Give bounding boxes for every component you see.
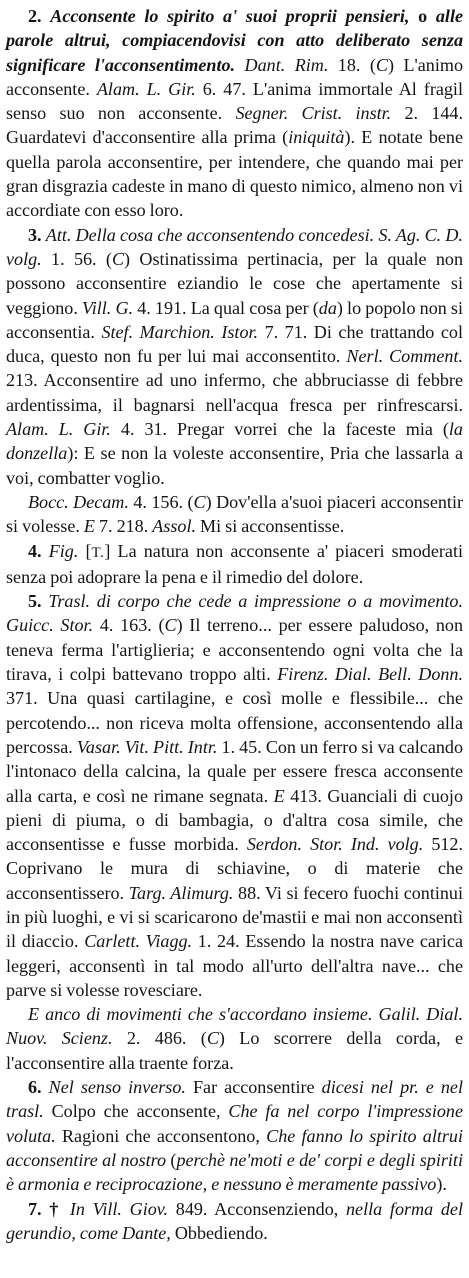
entry-sense-6 bbox=[6, 1075, 463, 1196]
text-span: ): E se non la voleste acconsentire, Pria che lassarla a voi, combatter voglio. bbox=[6, 443, 463, 488]
entry-sense-3-continued bbox=[6, 490, 463, 539]
text-span: Fig. bbox=[48, 540, 79, 561]
text-span: 512. Coprivano le mura di schiavine, o di materie che acconsentissero. bbox=[6, 834, 464, 903]
text-span: Galil. Dial. Nuov. Scienz. bbox=[6, 1004, 463, 1049]
text-span: Firenz. Dial. Bell. Donn. bbox=[277, 664, 463, 685]
text-span: Segner. Crist. instr. bbox=[235, 103, 392, 124]
text-span: ) Lo scorrere della corda, e l'acconsentire alla traente forza. bbox=[6, 1028, 463, 1073]
text-span: E bbox=[83, 516, 95, 537]
text-span: o bbox=[418, 6, 428, 26]
text-span: Assol. bbox=[152, 516, 197, 537]
text-span: ) L'animo acconsente. bbox=[6, 54, 463, 99]
entry-sense-4 bbox=[6, 539, 463, 590]
text-span: C bbox=[164, 615, 177, 636]
text-span: nella forma del gerundio, come Dante, bbox=[6, 1198, 463, 1243]
text-span: C bbox=[206, 1028, 219, 1049]
text-span: ) Ostinatissima pertinacia, per la quale non possono acconsentire eziandio le cose che apertamente si veggiono. bbox=[6, 248, 463, 318]
text-span: Che fanno lo spirito altrui acconsentire al nostro bbox=[6, 1125, 463, 1170]
text-span: 4. 163. ( bbox=[93, 615, 165, 636]
text-span: dicesi nel pr. e nel trasl. bbox=[6, 1077, 463, 1122]
text-span: S. Ag. C. D. volg. bbox=[6, 224, 463, 269]
entry-sense-5-continued bbox=[6, 1002, 463, 1075]
text-span: ( bbox=[166, 1149, 177, 1170]
text-span: Vill. G. bbox=[82, 297, 134, 318]
text-span: Che fa nel corpo l'impressione voluta. bbox=[6, 1101, 463, 1146]
text-span: perchè ne'moti e de' corpi e degli spiriti è armonia e reciprocazione, e nessuno è meramente passivo bbox=[6, 1149, 463, 1195]
text-span: C bbox=[375, 54, 388, 75]
text-span: Nel senso inverso. bbox=[48, 1077, 186, 1098]
text-span: Far acconsentire bbox=[185, 1077, 322, 1098]
text-span: Trasl. di corpo che cede a impressione o a movimento. bbox=[48, 591, 464, 612]
text-span: ). E notate bene quella parola acconsentire, per intendere, che quando mai per gran disgrazia cadeste in mano di questo nimico, almeno non vi accordiate con esso loro. bbox=[6, 127, 463, 221]
text-span: 849. Acconsenziendo, bbox=[168, 1198, 346, 1219]
text-span: Colpo che acconsente, bbox=[43, 1101, 229, 1122]
text-span: ) lo popolo non si acconsentia. bbox=[6, 297, 463, 342]
text-span: 4. 191. La qual cosa per ( bbox=[133, 297, 319, 318]
text-span: iniquità bbox=[288, 127, 345, 148]
entry-sense-2 bbox=[6, 4, 463, 223]
text-span: da bbox=[318, 297, 337, 318]
text-span: ] La natura non acconsente a' piaceri smoderati senza poi adoprare la pena e il rimedio del dolore. bbox=[6, 540, 463, 587]
entry-sense-5 bbox=[6, 589, 463, 1002]
text-span: Carlett. Viagg. bbox=[84, 931, 193, 952]
text-span: Obbediendo. bbox=[170, 1222, 268, 1243]
text-span: 6. 47. L'anima immortale Al fragil senso suo non acconsente. bbox=[6, 78, 463, 124]
text-span: Targ. Alimurg. bbox=[128, 882, 234, 903]
text-span: 1. 24. Essendo la nostra nave carica leggeri, acconsentì in tal modo all'urto dell'altra nave... che parve si volesse rovesciare. bbox=[6, 931, 463, 1000]
text-span: Guicc. Stor. bbox=[6, 615, 94, 636]
text-span: 371. Una quasi cartilagine, e così molle e flessibile... che percotendo... non riceva molta offensione, acconsentendo alla percossa. bbox=[6, 688, 463, 757]
text-span: 4. bbox=[28, 540, 49, 561]
text-span: Acconsente lo spirito a' suoi proprii pensieri, bbox=[50, 6, 419, 26]
text-span: 6. bbox=[28, 1077, 49, 1098]
text-span: 3. bbox=[28, 224, 46, 245]
text-span: Alam. L. Gir. bbox=[6, 419, 111, 440]
text-span: E anco di movimenti che s'accordano insieme. bbox=[28, 1004, 373, 1025]
text-span: 18. ( bbox=[328, 54, 376, 75]
text-span: 4. 31. Pregar vorrei che la faceste mia ( bbox=[110, 419, 449, 440]
text-span: Vasar. Vit. Pitt. Intr. bbox=[76, 736, 218, 757]
text-span: Att. Della cosa che acconsentendo concedesi. bbox=[45, 224, 375, 245]
text-span: ). bbox=[436, 1174, 447, 1195]
text-span: 7. † bbox=[28, 1198, 70, 1219]
text-span: Nerl. Comment. bbox=[346, 346, 463, 367]
text-span: Serdon. Stor. Ind. volg. bbox=[246, 834, 424, 855]
text-span: 4. 156. ( bbox=[128, 491, 194, 512]
text-span: ) Dov'ella a'suoi piaceri acconsentir si volesse. bbox=[6, 491, 463, 537]
text-span: Dant. Rim. bbox=[244, 54, 329, 75]
text-span: 7. 218. bbox=[94, 516, 153, 537]
text-span: alle parole altrui, compiacendovisi con atto deliberato senza significare l'acconsentimento. bbox=[6, 6, 463, 75]
text-span: Ragioni che acconsentono, bbox=[55, 1125, 267, 1146]
text-span: 1. 45. Con un ferro si va calcando l'intonaco della calcina, la quale per essere fresca acconsente alla carta, e così ne rimane segnata. bbox=[6, 736, 463, 806]
text-span: 1. 56. ( bbox=[41, 248, 112, 269]
text-span: 413. Guanciali di cuojo pieni di piuma, o di bambagia, o d'altra cosa simile, che acconsentisse e fusse morbida. bbox=[6, 785, 463, 855]
text-span: la donzella bbox=[6, 419, 463, 464]
entry-sense-7 bbox=[6, 1197, 463, 1246]
text-span: 2. 144. Guardatevi d'acconsentire alla prima ( bbox=[6, 103, 463, 148]
text-span: C bbox=[111, 248, 125, 269]
text-span: E bbox=[273, 785, 285, 806]
text-span: 2. 486. ( bbox=[112, 1028, 207, 1049]
text-span: 7. 71. Di che trattando col duca, questo non fu per lui mai acconsentito. bbox=[6, 321, 463, 367]
entry-sense-3 bbox=[6, 223, 463, 490]
text-span: Alam. L. Gir. bbox=[96, 78, 196, 99]
text-span: ) Il terreno... per essere paludoso, non teneva ferma l'artiglieria; e acconsentendo ogni volta che la tirava, i colpi battevano troppo alti. bbox=[6, 615, 463, 685]
text-span: Stef. Marchion. Istor. bbox=[101, 321, 259, 342]
text-span: 88. Vi si fecero fuochi continui in più luoghi, e vi si scaricarono de'mastii e mai non acconsentì il diaccio. bbox=[6, 882, 464, 952]
text-span: C bbox=[193, 491, 206, 512]
text-span: 5. bbox=[28, 591, 49, 612]
text-span: In Vill. Giov. bbox=[69, 1198, 169, 1219]
text-span: 2. bbox=[28, 6, 51, 26]
text-span: Bocc. Decam. bbox=[28, 491, 129, 512]
text-span: Mi si acconsentisse. bbox=[196, 516, 345, 537]
text-span: 213. Acconsentire ad uno infermo, che abbruciasse di febbre ardentissima, il bagnarsi nell'acqua fresca per rinfrescarsi. bbox=[6, 370, 463, 415]
text-span: T. bbox=[91, 544, 105, 561]
text-span: [ bbox=[78, 540, 92, 561]
